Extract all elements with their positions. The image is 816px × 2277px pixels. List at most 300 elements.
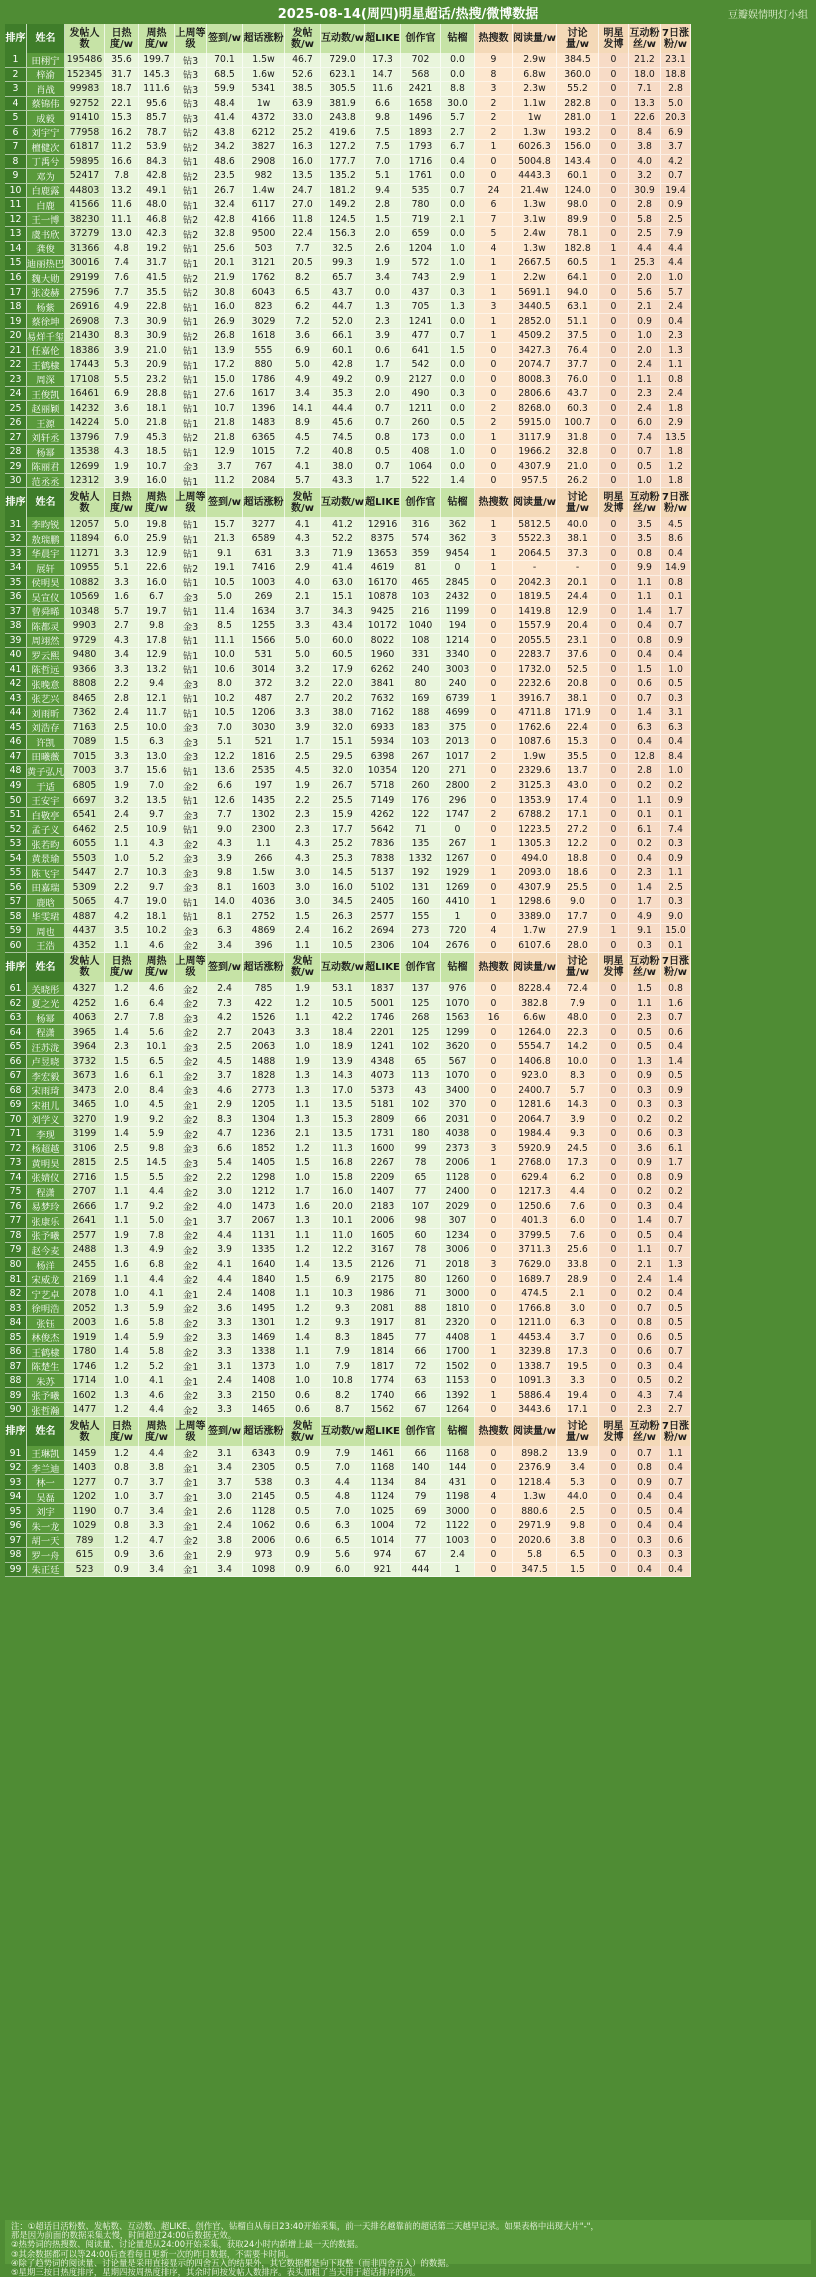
- cell-topic-fans: 1640: [243, 1258, 285, 1273]
- cell-topic-fans: 9500: [243, 227, 285, 242]
- cell-star-posts: 0: [599, 1316, 629, 1331]
- table-row: [5, 721, 811, 736]
- cell-diamond: 1.5: [441, 343, 475, 358]
- cell-reads: 3711.3: [513, 1243, 557, 1258]
- cell-posters: 152345: [65, 68, 105, 83]
- cell-daily-heat: 1.5: [105, 1171, 139, 1186]
- cell-creators: 173: [401, 430, 441, 445]
- cell-seven-day-fans: 4.2: [661, 155, 691, 170]
- cell-last-week-level: 钻1: [175, 314, 207, 329]
- cell-interactive-fans: 1.1: [629, 793, 661, 808]
- cell-last-week-level: 金2: [175, 1301, 207, 1316]
- cell-super-like: 1562: [365, 1403, 401, 1418]
- table-row: [5, 1519, 811, 1534]
- cell-diamond: 0.0: [441, 227, 475, 242]
- cell-daily-heat: 2.2: [105, 677, 139, 692]
- cell-rank: 62: [5, 996, 27, 1011]
- cell-diamond: 1747: [441, 808, 475, 823]
- cell-seven-day-fans: 1.8: [661, 474, 691, 489]
- table-row: [5, 387, 811, 402]
- cell-super-like: 16170: [365, 576, 401, 591]
- cell-super-like: 2577: [365, 909, 401, 924]
- cell-interactive-fans: 2.5: [629, 227, 661, 242]
- cell-weekly-heat: 45.3: [139, 430, 175, 445]
- cell-creators: 359: [401, 547, 441, 562]
- cell-posts: 0.6: [285, 1534, 321, 1549]
- cell-discussions: 31.8: [557, 430, 599, 445]
- cell-hot-search-count: 1: [475, 1330, 513, 1345]
- cell-rank: 90: [5, 1403, 27, 1418]
- cell-posters: 11271: [65, 547, 105, 562]
- cell-creators: 1241: [401, 314, 441, 329]
- cell-seven-day-fans: 0.8: [661, 372, 691, 387]
- cell-daily-heat: 4.3: [105, 634, 139, 649]
- table-row: [5, 213, 811, 228]
- cell-daily-heat: 1.0: [105, 851, 139, 866]
- cell-last-week-level: 金2: [175, 1316, 207, 1331]
- cell-name: 田曦薇: [27, 750, 65, 765]
- cell-daily-heat: 1.2: [105, 1359, 139, 1374]
- cell-posts: 46.7: [285, 53, 321, 68]
- table-row: [5, 474, 811, 489]
- cell-checkin: 48.6: [207, 155, 243, 170]
- cell-posters: 3732: [65, 1055, 105, 1070]
- table-row: [5, 924, 811, 939]
- cell-interactive-fans: 2.4: [629, 401, 661, 416]
- cell-reads: 1732.0: [513, 663, 557, 678]
- cell-diamond: 144: [441, 1461, 475, 1476]
- cell-diamond: 240: [441, 677, 475, 692]
- cell-checkin: 15.7: [207, 517, 243, 532]
- cell-seven-day-fans: 0.4: [661, 1461, 691, 1476]
- cell-creators: 572: [401, 256, 441, 271]
- cell-checkin: 7.7: [207, 808, 243, 823]
- cell-name: 虞书欣: [27, 227, 65, 242]
- cell-posters: 6697: [65, 793, 105, 808]
- cell-super-like: 921: [365, 1563, 401, 1578]
- cell-interactive-fans: 6.1: [629, 822, 661, 837]
- cell-seven-day-fans: 8.4: [661, 750, 691, 765]
- cell-checkin: 4.4: [207, 1229, 243, 1244]
- cell-posters: 9903: [65, 619, 105, 634]
- cell-rank: 10: [5, 184, 27, 199]
- cell-interactive-fans: 2.3: [629, 1403, 661, 1418]
- cell-seven-day-fans: 5.0: [661, 97, 691, 112]
- cell-rank: 68: [5, 1084, 27, 1099]
- cell-daily-heat: 1.9: [105, 459, 139, 474]
- cell-star-posts: 0: [599, 1214, 629, 1229]
- cell-checkin: 11.4: [207, 605, 243, 620]
- cell-posters: 12057: [65, 517, 105, 532]
- cell-daily-heat: 2.7: [105, 866, 139, 881]
- cell-interactive-fans: 0.7: [629, 1301, 661, 1316]
- cell-last-week-level: 金1: [175, 1504, 207, 1519]
- cell-hot-search-count: 2: [475, 779, 513, 794]
- cell-star-posts: 0: [599, 938, 629, 953]
- cell-posters: 3964: [65, 1040, 105, 1055]
- cell-interactions: 44.4: [321, 401, 365, 416]
- cell-discussions: 282.8: [557, 97, 599, 112]
- cell-interactions: 38.0: [321, 459, 365, 474]
- cell-super-like: 1.3: [365, 300, 401, 315]
- cell-seven-day-fans: 2.7: [661, 1403, 691, 1418]
- header-interactive-fans: 互动粉丝/w: [629, 488, 661, 517]
- cell-posts: 3.7: [285, 605, 321, 620]
- cell-rank: 98: [5, 1548, 27, 1563]
- cell-interactive-fans: 1.4: [629, 605, 661, 620]
- cell-star-posts: 0: [599, 692, 629, 707]
- cell-posts: 0.5: [285, 1461, 321, 1476]
- cell-posts: 4.3: [285, 851, 321, 866]
- cell-last-week-level: 钻1: [175, 300, 207, 315]
- cell-weekly-heat: 3.3: [139, 1519, 175, 1534]
- cell-diamond: 1017: [441, 750, 475, 765]
- cell-daily-heat: 4.2: [105, 909, 139, 924]
- cell-interactive-fans: 3.5: [629, 532, 661, 547]
- cell-topic-fans: 5341: [243, 82, 285, 97]
- cell-rank: 73: [5, 1156, 27, 1171]
- cell-star-posts: 0: [599, 68, 629, 83]
- cell-star-posts: 0: [599, 576, 629, 591]
- cell-rank: 93: [5, 1475, 27, 1490]
- cell-discussions: 281.0: [557, 111, 599, 126]
- cell-seven-day-fans: 1.1: [661, 1446, 691, 1461]
- cell-discussions: 143.4: [557, 155, 599, 170]
- cell-discussions: 19.5: [557, 1359, 599, 1374]
- cell-checkin: 2.9: [207, 1098, 243, 1113]
- cell-star-posts: 0: [599, 677, 629, 692]
- cell-interactions: 16.2: [321, 924, 365, 939]
- footnote-line: ③其余数据都可以等24:00后查看每日更新一次的昨日数据，不需要卡时间。: [11, 2248, 294, 2259]
- cell-weekly-heat: 23.2: [139, 372, 175, 387]
- cell-daily-heat: 1.1: [105, 1214, 139, 1229]
- cell-seven-day-fans: 0.4: [661, 547, 691, 562]
- cell-creators: 135: [401, 837, 441, 852]
- cell-diamond: 1128: [441, 1171, 475, 1186]
- cell-hot-search-count: 1: [475, 517, 513, 532]
- cell-weekly-heat: 53.9: [139, 140, 175, 155]
- cell-diamond: 0.0: [441, 68, 475, 83]
- cell-topic-fans: 538: [243, 1475, 285, 1490]
- cell-checkin: 21.8: [207, 416, 243, 431]
- cell-checkin: 11.2: [207, 474, 243, 489]
- cell-creators: 1040: [401, 619, 441, 634]
- cell-last-week-level: 钻1: [175, 358, 207, 373]
- cell-topic-fans: 4036: [243, 895, 285, 910]
- cell-name: 于适: [27, 779, 65, 794]
- table-row: [5, 314, 811, 329]
- cell-weekly-heat: 14.5: [139, 1156, 175, 1171]
- cell-creators: 316: [401, 517, 441, 532]
- cell-reads: 5812.5: [513, 517, 557, 532]
- cell-posts: 38.5: [285, 82, 321, 97]
- cell-rank: 99: [5, 1563, 27, 1578]
- cell-seven-day-fans: 0.9: [661, 851, 691, 866]
- cell-posters: 92752: [65, 97, 105, 112]
- cell-interactions: 8.3: [321, 1330, 365, 1345]
- cell-posts: 24.7: [285, 184, 321, 199]
- cell-discussions: 14.3: [557, 1098, 599, 1113]
- header-rank: 排序: [5, 953, 27, 982]
- cell-diamond: 3400: [441, 1084, 475, 1099]
- cell-checkin: 4.4: [207, 1272, 243, 1287]
- cell-name: 鹿晗: [27, 895, 65, 910]
- cell-seven-day-fans: 1.4: [661, 1055, 691, 1070]
- cell-star-posts: 0: [599, 416, 629, 431]
- cell-rank: 54: [5, 851, 27, 866]
- cell-posts: 1.5: [285, 1156, 321, 1171]
- cell-weekly-heat: 3.4: [139, 1504, 175, 1519]
- cell-seven-day-fans: 0.5: [661, 677, 691, 692]
- cell-star-posts: 0: [599, 1345, 629, 1360]
- cell-name: 成毅: [27, 111, 65, 126]
- cell-super-like: 1.9: [365, 256, 401, 271]
- cell-star-posts: 0: [599, 126, 629, 141]
- cell-diamond: 6.7: [441, 140, 475, 155]
- cell-posts: 4.0: [285, 576, 321, 591]
- cell-rank: 4: [5, 97, 27, 112]
- cell-discussions: 3.8: [557, 1534, 599, 1549]
- cell-rank: 58: [5, 909, 27, 924]
- cell-topic-fans: 1205: [243, 1098, 285, 1113]
- cell-diamond: 1: [441, 909, 475, 924]
- header-interactions: 互动数/w: [321, 24, 365, 53]
- cell-reads: 898.2: [513, 1446, 557, 1461]
- cell-weekly-heat: 3.7: [139, 1475, 175, 1490]
- cell-daily-heat: 2.8: [105, 692, 139, 707]
- header-discussions: 讨论量/w: [557, 24, 599, 53]
- table-header-row: [5, 1417, 811, 1446]
- cell-posts: 0.6: [285, 1388, 321, 1403]
- cell-name: 朱苏: [27, 1374, 65, 1389]
- cell-topic-fans: 1098: [243, 1563, 285, 1578]
- cell-rank: 35: [5, 576, 27, 591]
- cell-discussions: 3.3: [557, 1374, 599, 1389]
- table-row: [5, 1127, 811, 1142]
- cell-checkin: 3.7: [207, 1475, 243, 1490]
- cell-rank: 87: [5, 1359, 27, 1374]
- cell-posts: 1.0: [285, 1040, 321, 1055]
- cell-super-like: 5001: [365, 996, 401, 1011]
- cell-hot-search-count: 0: [475, 706, 513, 721]
- cell-last-week-level: 钻1: [175, 692, 207, 707]
- cell-rank: 44: [5, 706, 27, 721]
- header-creators: 创作官: [401, 953, 441, 982]
- cell-posters: 2707: [65, 1185, 105, 1200]
- cell-last-week-level: 金3: [175, 735, 207, 750]
- cell-daily-heat: 2.4: [105, 808, 139, 823]
- cell-posts: 16.0: [285, 155, 321, 170]
- cell-topic-fans: 6343: [243, 1446, 285, 1461]
- cell-reads: 1966.2: [513, 445, 557, 460]
- cell-discussions: 7.9: [557, 996, 599, 1011]
- cell-creators: 1204: [401, 242, 441, 257]
- cell-rank: 84: [5, 1316, 27, 1331]
- cell-interactive-fans: 4.9: [629, 909, 661, 924]
- cell-topic-fans: 1840: [243, 1272, 285, 1287]
- cell-last-week-level: 钻1: [175, 198, 207, 213]
- cell-interactions: 7.0: [321, 1461, 365, 1476]
- table-row: [5, 808, 811, 823]
- table-row: [5, 982, 811, 997]
- cell-super-like: 5137: [365, 866, 401, 881]
- cell-interactions: 52.0: [321, 314, 365, 329]
- cell-interactions: 99.3: [321, 256, 365, 271]
- cell-creators: 1761: [401, 169, 441, 184]
- cell-star-posts: 0: [599, 982, 629, 997]
- cell-interactions: 4.4: [321, 1475, 365, 1490]
- cell-name: 华晨宇: [27, 547, 65, 562]
- cell-name: 林俊杰: [27, 1330, 65, 1345]
- cell-posters: 1477: [65, 1403, 105, 1418]
- cell-name: 田嘉瑞: [27, 880, 65, 895]
- cell-discussions: 43.0: [557, 779, 599, 794]
- cell-hot-search-count: 0: [475, 1374, 513, 1389]
- cell-star-posts: 0: [599, 866, 629, 881]
- cell-rank: 40: [5, 648, 27, 663]
- cell-creators: 1332: [401, 851, 441, 866]
- cell-posters: 26916: [65, 300, 105, 315]
- cell-checkin: 2.4: [207, 1287, 243, 1302]
- cell-checkin: 34.2: [207, 140, 243, 155]
- table-row: [5, 372, 811, 387]
- cell-interactive-fans: 1.1: [629, 590, 661, 605]
- cell-star-posts: 0: [599, 517, 629, 532]
- cell-seven-day-fans: 14.9: [661, 561, 691, 576]
- cell-weekly-heat: 25.9: [139, 532, 175, 547]
- cell-reads: 1406.8: [513, 1055, 557, 1070]
- cell-posters: 30016: [65, 256, 105, 271]
- cell-topic-fans: 1255: [243, 619, 285, 634]
- cell-posts: 1.9: [285, 779, 321, 794]
- cell-star-posts: 0: [599, 213, 629, 228]
- cell-interactions: 243.8: [321, 111, 365, 126]
- cell-rank: 31: [5, 517, 27, 532]
- cell-rank: 47: [5, 750, 27, 765]
- cell-reads: 3427.3: [513, 343, 557, 358]
- cell-weekly-heat: 12.9: [139, 648, 175, 663]
- cell-interactive-fans: 0.7: [629, 692, 661, 707]
- cell-posts: 8.9: [285, 416, 321, 431]
- cell-posters: 3199: [65, 1127, 105, 1142]
- cell-topic-fans: 2752: [243, 909, 285, 924]
- cell-posts: 13.5: [285, 169, 321, 184]
- cell-posts: 3.6: [285, 329, 321, 344]
- cell-interactions: 43.7: [321, 285, 365, 300]
- cell-daily-heat: 1.1: [105, 837, 139, 852]
- cell-creators: 1793: [401, 140, 441, 155]
- cell-posts: 2.7: [285, 692, 321, 707]
- cell-discussions: 18.6: [557, 866, 599, 881]
- cell-interactive-fans: 2.3: [629, 1011, 661, 1026]
- cell-reads: 2283.7: [513, 648, 557, 663]
- table-row: [5, 750, 811, 765]
- cell-diamond: 2432: [441, 590, 475, 605]
- cell-creators: 137: [401, 982, 441, 997]
- cell-name: 刘轩丞: [27, 430, 65, 445]
- cell-hot-search-count: 4: [475, 924, 513, 939]
- cell-last-week-level: 金3: [175, 1142, 207, 1157]
- cell-discussions: 17.3: [557, 1345, 599, 1360]
- cell-seven-day-fans: 0.4: [661, 1287, 691, 1302]
- cell-name: 魏大勋: [27, 271, 65, 286]
- cell-interactions: 13.5: [321, 1127, 365, 1142]
- cell-last-week-level: 钻1: [175, 793, 207, 808]
- cell-reads: 3239.8: [513, 1345, 557, 1360]
- cell-seven-day-fans: 0.1: [661, 938, 691, 953]
- cell-star-posts: 0: [599, 590, 629, 605]
- cell-super-like: 7149: [365, 793, 401, 808]
- cell-posters: 2716: [65, 1171, 105, 1186]
- cell-posts: 7.2: [285, 445, 321, 460]
- cell-weekly-heat: 42.3: [139, 227, 175, 242]
- cell-daily-heat: 1.3: [105, 1301, 139, 1316]
- cell-star-posts: 0: [599, 895, 629, 910]
- cell-daily-heat: 1.3: [105, 1243, 139, 1258]
- cell-weekly-heat: 9.8: [139, 619, 175, 634]
- cell-posters: 10569: [65, 590, 105, 605]
- cell-posters: 9480: [65, 648, 105, 663]
- cell-rank: 39: [5, 634, 27, 649]
- cell-diamond: 1260: [441, 1272, 475, 1287]
- cell-reads: 5.8: [513, 1548, 557, 1563]
- cell-reads: 6107.6: [513, 938, 557, 953]
- cell-super-like: 2081: [365, 1301, 401, 1316]
- cell-super-like: 8022: [365, 634, 401, 649]
- cell-star-posts: 0: [599, 1548, 629, 1563]
- cell-posts: 1.1: [285, 1345, 321, 1360]
- cell-last-week-level: 金1: [175, 1519, 207, 1534]
- cell-seven-day-fans: 0.2: [661, 1374, 691, 1389]
- cell-interactions: 17.7: [321, 822, 365, 837]
- table-row: [5, 401, 811, 416]
- header-topic-fans: 超话涨粉: [243, 953, 285, 982]
- cell-creators: 188: [401, 706, 441, 721]
- cell-seven-day-fans: 1.7: [661, 605, 691, 620]
- cell-hot-search-count: 2: [475, 111, 513, 126]
- cell-star-posts: 0: [599, 1084, 629, 1099]
- cell-daily-heat: 0.7: [105, 1504, 139, 1519]
- cell-rank: 16: [5, 271, 27, 286]
- cell-seven-day-fans: 0.2: [661, 779, 691, 794]
- cell-daily-heat: 1.3: [105, 1388, 139, 1403]
- cell-discussions: 26.2: [557, 474, 599, 489]
- cell-star-posts: 0: [599, 1563, 629, 1578]
- cell-weekly-heat: 5.2: [139, 1359, 175, 1374]
- cell-seven-day-fans: 2.4: [661, 387, 691, 402]
- cell-name: 张若昀: [27, 837, 65, 852]
- cell-hot-search-count: 0: [475, 1316, 513, 1331]
- cell-daily-heat: 1.1: [105, 938, 139, 953]
- cell-discussions: 124.0: [557, 184, 599, 199]
- cell-interactions: 17.9: [321, 663, 365, 678]
- cell-creators: 180: [401, 1127, 441, 1142]
- cell-diamond: 0.0: [441, 198, 475, 213]
- header-star-posts: 明星发博: [599, 488, 629, 517]
- cell-creators: 140: [401, 1461, 441, 1476]
- cell-super-like: 4348: [365, 1055, 401, 1070]
- cell-name: 迪丽热巴: [27, 256, 65, 271]
- table-row: [5, 1171, 811, 1186]
- cell-super-like: 1025: [365, 1504, 401, 1519]
- cell-name: 曾舜晞: [27, 605, 65, 620]
- cell-name: 黄明昊: [27, 1156, 65, 1171]
- cell-super-like: 3.9: [365, 329, 401, 344]
- cell-posters: 12699: [65, 459, 105, 474]
- cell-name: 杨洋: [27, 1258, 65, 1273]
- cell-topic-fans: 1526: [243, 1011, 285, 1026]
- cell-reads: 1353.9: [513, 793, 557, 808]
